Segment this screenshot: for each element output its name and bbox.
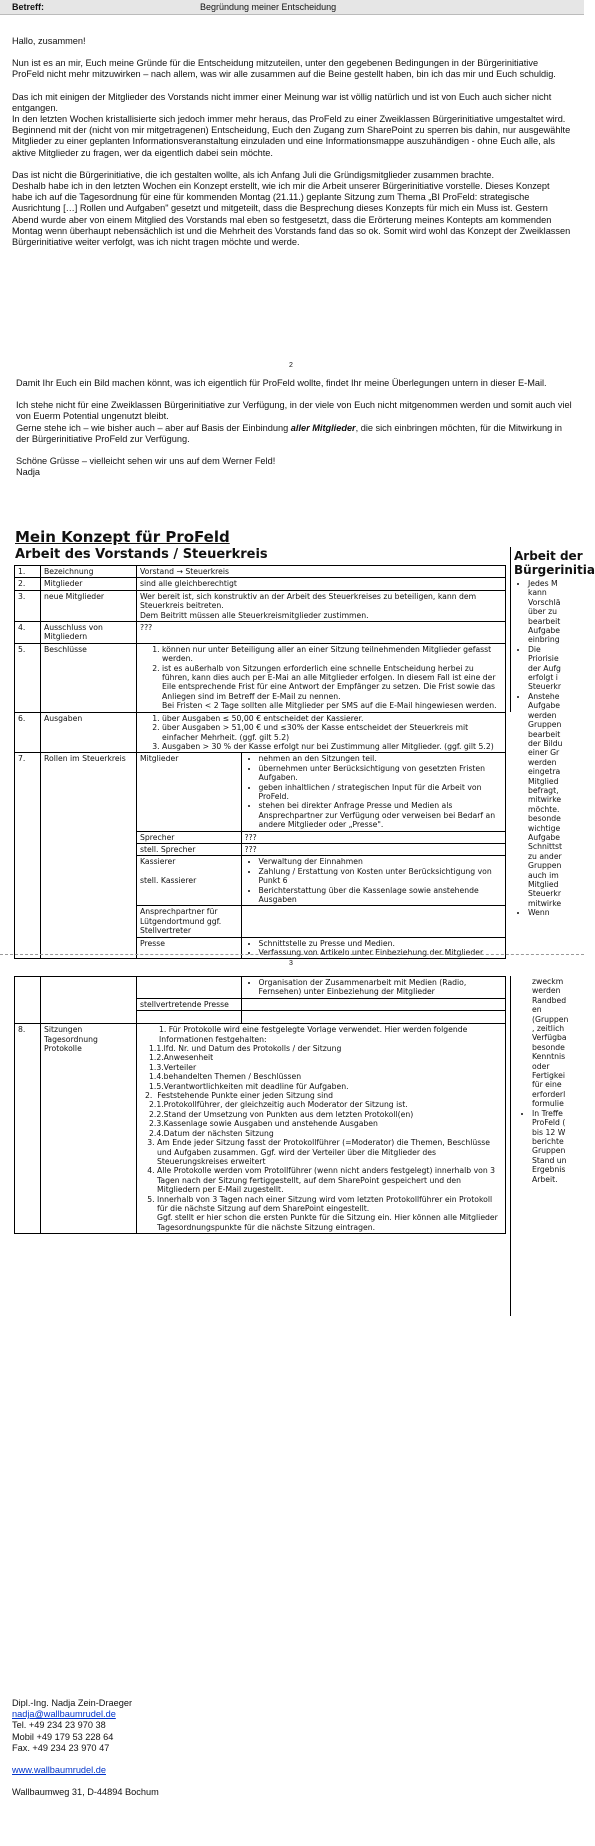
row-label: Bezeichnung <box>41 566 137 578</box>
roles-cell <box>137 977 506 1024</box>
role-label: stellvertretende Presse <box>137 998 241 1010</box>
email-link[interactable]: nadja@wallbaumrudel.de <box>12 1709 116 1720</box>
fax: Fax. +49 234 23 970 47 <box>12 1742 110 1753</box>
paragraph: Das ich mit einigen der Mitglieder des Vorstands nicht immer einer Meinung war ist völlig natürlich und ist von Euch auch sicher nicht entgangen. <box>12 91 552 113</box>
sub-item: lfd. Nr. und Datum des Protokolls / der Sitzung <box>163 1044 342 1054</box>
page-number: 3 <box>289 960 293 967</box>
role-duties: ??? <box>241 843 505 855</box>
row-value <box>137 712 506 753</box>
row-number: 2. <box>15 578 41 590</box>
phone: Tel. +49 234 23 970 38 <box>12 1720 106 1731</box>
sub-item: Kassenlage sowie Ausgaben und anstehende Ausgaben <box>163 1119 378 1129</box>
list-item: • In Treffe ProFeld ( bis 12 W berichte Gruppen Stand un Ergebnis Arbeit. <box>532 1109 584 1184</box>
list-item: 3. Am Ende jeder Sitzung fasst der Protokollführer (=Moderator) die Themen, Beschlüsse und Aufgaben zusammen. Ggf. wird der Verteiler über die Mitglieder des Steuerungskreises erweitert <box>157 1138 502 1166</box>
row-number: 5. <box>15 643 41 712</box>
sub-item: behandelten Themen / Beschlüssen <box>163 1072 302 1082</box>
paragraph: Gerne stehe ich – wie bisher auch – aber auf Basis der Einbindung aller Mitglieder, die sich einbringen möchten, für die Mitwirkung in der Bürgerinitiative ProFeld zur Verfügung. <box>16 422 562 444</box>
roles-cell <box>137 753 506 959</box>
list-item: Für Protokolle wird eine festgelegte Vorlage verwendet. Hier werden folgende Informationen festgehalten: <box>159 1025 468 1044</box>
role-duties <box>241 977 505 998</box>
table-row <box>15 622 506 644</box>
list-item: • Zahlung / Erstattung von Kosten unter Berücksichtigung von Punkt 6 <box>259 867 503 886</box>
side-list <box>518 1109 584 1184</box>
table-row <box>15 753 506 959</box>
sub-item: Stand der Umsetzung von Punkten aus dem letzten Protokoll(en) <box>163 1109 414 1119</box>
list-item: • Schnittstelle zu Presse und Medien. <box>259 939 503 948</box>
role-label: Kassierer stell. Kassierer <box>137 856 241 906</box>
row-value: sind alle gleichberechtigt <box>137 578 506 590</box>
paragraph: Das ist nicht die Bürgerinitiative, die ich gestalten wollte, als ich Anfang Juli die Gründigsmitglieder zusammen brachte. <box>12 169 495 180</box>
list-item: • stehen bei direkter Anfrage Presse und Medien als Ansprechpartner zur Verfügung oder verweisen bei Bedarf an andere Mitglieder oder „Presse". <box>259 801 503 829</box>
list-item: 2. ist es außerhalb von Sitzungen erforderlich eine schnelle Entscheidung herbei zu führen, kann dies auch per E-Mai an alle Mitglieder erfolgen. In diesem Fall ist eine der Eile entsprechende Frist für eine Antwort der Empfänger zu setzen. Die Frist sowie das Anliegen sind im Betreff der E-Mail zu nennen. Bei Fristen < 2 Tage sollten alle Mitglieder per SMS auf die E-Mail hingewiesen werden. <box>162 664 502 711</box>
sub-item: Verteiler <box>163 1062 197 1072</box>
header-label: Betreff: <box>12 2 45 12</box>
role-label: Ansprechpartner für Lütgendortmund ggf. Stellvertreter <box>137 906 241 937</box>
list-item: 1. über Ausgaben ≤ 50,00 € entscheidet der Kassierer. <box>162 714 502 723</box>
list-item: • Verfassung von Artikeln unter Einbeziehung der Mitglieder <box>259 948 503 957</box>
paragraph: Nun ist es an mir, Euch meine Gründe für die Entscheidung mitzuteilen, unter den gegebenen Bedingungen in der Bürgerinitiative ProFeld nicht mehr mitzuwirken – nach allem, was wir alle zusammen auf die Beine gestellt haben, bin ich das mir und Euch schuldig. <box>12 58 556 80</box>
paragraph: Ich stehe nicht für eine Zweiklassen Bürgerinitiative zur Verfügung, in der viele von Euch nicht mitgenommen werden und somit auch viel von Euerm Potential ungenutzt bleibt. <box>16 400 572 422</box>
side-column <box>514 549 595 949</box>
role-duties <box>241 856 505 906</box>
website-link[interactable]: www.wallbaumrudel.de <box>12 1765 106 1776</box>
role-label: stell. Sprecher <box>137 843 241 855</box>
table-row <box>15 590 506 621</box>
concept-table <box>14 565 506 959</box>
value-text: Wer bereit ist, sich konstruktiv an der Arbeit des Steuerkreises zu beteiligen, kann dem Steuerkreis beitreten. <box>140 591 477 611</box>
table-row <box>15 566 506 578</box>
role-duties <box>241 937 505 958</box>
list-item: 4. Alle Protokolle werden vom Protollführer (wenn nicht anders festgelegt) innerhalb von 3 Tagen nach der Sitzung fertiggestellt, auf dem SharePoint gespeichert und den Mitgliedern per E-Mail zugestellt. <box>157 1166 502 1194</box>
row-number: 3. <box>15 590 41 621</box>
role-label: Presse <box>137 937 241 958</box>
side-column-divider <box>510 976 511 1316</box>
list-item: • geben inhaltlichen / strategischen Input für die Arbeit von ProFeld. <box>259 783 503 802</box>
row-value <box>137 590 506 621</box>
concept-table-continued <box>14 976 506 1234</box>
row-value: 1. Für Protokolle wird eine festgelegte Vorlage verwendet. Hier werden folgende Informationen festgehalten: 1.1.lfd. Nr. und Datum des Protokolls / der Sitzung 1.2.Anwesenheit 1.3.Verteiler 1.4.behandelten Themen / Beschlüssen 1.5.Verantwortlichkeiten mit deadline für Aufgaben. 2. Feststehende Punkte einer jeden Sitzung sind 2.1.Protokollführer, der gleichzeitig auch Moderator der Sitzung ist. 2.2.Stand der Umsetzung von Punkten aus dem letzten Protokoll(en) 2.3.Kassenlage sowie Ausgaben und anstehende Ausgaben 2.4.Datum der nächsten Sitzung 3. Am Ende jeder Sitzung fasst der Protokollführer (=Moderator) die Themen, Beschlüsse und Aufgaben zusammen. Ggf. wird der Verteiler über die Mitglieder des Steuerungskreises erweitert 4. Alle Protokolle werden vom Protollführer (wenn nicht anders festgelegt) innerhalb von 3 Tagen nach der Sitzung fertiggestellt, auf dem SharePoint gespeichert und den Mitgliedern per E-Mail zugestellt. 5. Innerhalb von 3 Tagen nach einer Sitzung wird vom letzten Protokollführer ein Protokoll für die nächste Sitzung auf dem SharePoint eingestellt. Ggf. stellt er hier schon die ersten Punkte für die Sitzung ein. Hier können alle Mitglieder Tagesordnungspunkte für die nächste Sitzung eintragen. <box>137 1024 506 1234</box>
header-subject: Begründung meiner Entscheidung <box>200 2 337 12</box>
table-row <box>15 712 506 753</box>
role-label: Mitglieder <box>137 753 241 831</box>
list-item: • Organisation der Zusammenarbeit mit Medien (Radio, Fernsehen) unter Einbeziehung der Mitglieder <box>259 978 503 997</box>
table-row <box>15 1024 506 1234</box>
list-item: • Jedes M kann Vorschlä über zu bearbeit Aufgabe einbring <box>528 579 584 645</box>
list-item: • Berichterstattung über die Kassenlage sowie anstehende Ausgaben <box>259 886 503 905</box>
table-row <box>15 578 506 590</box>
list-item: • Wenn <box>528 908 584 917</box>
row-number: 4. <box>15 622 41 644</box>
sub-item: Datum der nächsten Sitzung <box>163 1128 274 1138</box>
board-heading: Arbeit des Vorstands / Steuerkreis <box>15 547 268 562</box>
row-label: Mitglieder <box>41 578 137 590</box>
side-list <box>514 579 584 918</box>
role-duties: ??? <box>241 831 505 843</box>
email-header <box>0 0 584 15</box>
row-number: 7. <box>15 753 41 959</box>
closing: Schöne Grüsse – vielleicht sehen wir uns auf dem Werner Feld! <box>16 456 276 467</box>
signature-name: Dipl.-Ing. Nadja Zein-Draeger <box>12 1698 132 1708</box>
list-item: • Anstehe Aufgabe werden Gruppen bearbeit der Bildu einer Gr werden eingetra Mitglied befragt, mitwirke möchte. besonde wichtige Aufgabe Schnittst zu ander Gruppen auch im Mitglied Steuerkr mitwirke <box>528 692 584 908</box>
role-label: Sprecher <box>137 831 241 843</box>
row-label: Sitzungen Tagesordnung Protokolle <box>41 1024 137 1234</box>
paragraph: Beginnend mit der (nicht von mir mitgetragenen) Entscheidung, Euch den Zugang zum SharePoint zu sperren bis dahin, nur ausgewählte Mitglieder zu einer geplanten Informationsveranstaltung einzuladen und eine Informationsmappe auszuhändigen - ohne Euch alle, als aktive Mitglieder zu fragen, wer da eigentlich dabei sein möchte. <box>12 125 571 158</box>
signature <box>12 1698 412 1798</box>
role-duties <box>241 906 505 937</box>
paragraph: In den letzten Wochen kristallisierte sich jedoch immer mehr heraus, das ProFeld zu einer Zweiklassen Bürgerinitiative umgestaltet wird. <box>12 114 566 125</box>
side-column-divider <box>510 547 511 712</box>
row-value: ??? <box>137 622 506 644</box>
page-separator <box>0 954 584 955</box>
list-item: Feststehende Punkte einer jeden Sitzung sind <box>157 1091 334 1101</box>
list-item: 3. Ausgaben > 30 % der Kasse erfolgt nur bei Zustimmung aller Mitglieder. (ggf. gilt 5.2) <box>162 742 502 751</box>
row-number: 6. <box>15 712 41 753</box>
row-value: Vorstand → Steuerkreis <box>137 566 506 578</box>
side-heading: Bürgerinitia <box>514 563 595 577</box>
row-label: Ausgaben <box>41 712 137 753</box>
row-number: 8. <box>15 1024 41 1234</box>
row-value <box>137 643 506 712</box>
side-column-continued: zweckm werden Randbed en (Gruppen , zeitlich Verfügba besonde Kenntnis oder Fertigkei für eine erforderl formulie • In Treffe ProFeld ( bis 12 W berichte Gruppen Stand un Ergebnis Arbeit. <box>518 977 584 1317</box>
row-label: Beschlüsse <box>41 643 137 712</box>
row-number: 1. <box>15 566 41 578</box>
list-item: 2. über Ausgaben > 51,00 € und ≤30% der Kasse entscheidet der Steuerkreis mit einfacher Mehrheit. (ggf. gilt 5.2) <box>162 723 502 742</box>
list-item: 5. Innerhalb von 3 Tagen nach einer Sitzung wird vom letzten Protokollführer ein Protokoll für die nächste Sitzung auf dem SharePoint eingestellt. Ggf. stellt er hier schon die ersten Punkte für die Sitzung ein. Hier können alle Mitglieder Tagesordnungspunkte für die nächste Sitzung eintragen. <box>157 1195 502 1233</box>
email-body <box>12 36 572 248</box>
row-label: Rollen im Steuerkreis <box>41 753 137 959</box>
value-text: Dem Beitritt müssen alle Steuerkreismitglieder zustimmen. <box>140 610 369 620</box>
mobile: Mobil +49 179 53 228 64 <box>12 1731 114 1742</box>
greeting: Hallo, zusammen! <box>12 36 86 46</box>
page-number: 2 <box>289 362 293 369</box>
sub-item: Verantwortlichkeiten mit deadline für Aufgaben. <box>163 1081 349 1091</box>
sub-item: Protokollführer, der gleichzeitig auch Moderator der Sitzung ist. <box>163 1100 408 1110</box>
concept-title: Mein Konzept für ProFeld <box>15 528 230 546</box>
row-label: neue Mitglieder <box>41 590 137 621</box>
table-row <box>15 643 506 712</box>
list-item: 1. können nur unter Beteiligung aller an einer Sitzung teilnehmenden Mitglieder gefasst werden. <box>162 645 502 664</box>
list-item: • nehmen an den Sitzungen teil. <box>259 754 503 763</box>
list-item: • Die Priorisie der Aufg erfolgt i Steuerkr <box>528 645 584 692</box>
emphasis: aller Mitglieder <box>290 422 356 433</box>
address: Wallbaumweg 31, D-44894 Bochum <box>12 1787 159 1798</box>
side-heading: Arbeit der <box>514 549 583 563</box>
email-body-2 <box>16 378 572 478</box>
paragraph: Damit Ihr Euch ein Bild machen könnt, was ich eigentlich für ProFeld wollte, findet Ihr meine Überlegungen untern in dieser E-Mail. <box>16 378 547 388</box>
sender-name: Nadja <box>16 467 41 478</box>
sub-item: Anwesenheit <box>163 1053 214 1063</box>
list-item: • übernehmen unter Berücksichtigung von gesetzten Fristen Aufgaben. <box>259 764 503 783</box>
role-duties <box>241 753 505 831</box>
paragraph: Deshalb habe ich in den letzten Wochen ein Konzept erstellt, wie ich mir die Arbeit unserer Bürgerinitiative vorstelle. Dieses Konzept habe ich auf die Tagesordnung für eine für kommenden Montag (21.11.) geplante Sitzung zum Thema „BI ProFeld: strategische Ausrichtung […] Rollen und Aufgaben" gesetzt und mitgeteilt, dass die Besprechung dieses Konzepts für mich ein Muss ist. Gestern Abend wurde aber von einem Mitglied des Vorstands mal eben so festgesetzt, dass die Erörterung meines Kontepts am kommenden Montag wenn überhaupt nebensächlich ist und die Mehrheit des Vorstands fand das so ok. Somit wird wohl das Konzept der Zweiklassen Bürgerinitiative weiter verfolgt, was ich nicht tragen möchte und werde. <box>12 181 571 248</box>
row-label: Ausschluss von Mitgliedern <box>41 622 137 644</box>
roles-table <box>137 753 505 958</box>
list-item: • Verwaltung der Einnahmen <box>259 857 503 866</box>
